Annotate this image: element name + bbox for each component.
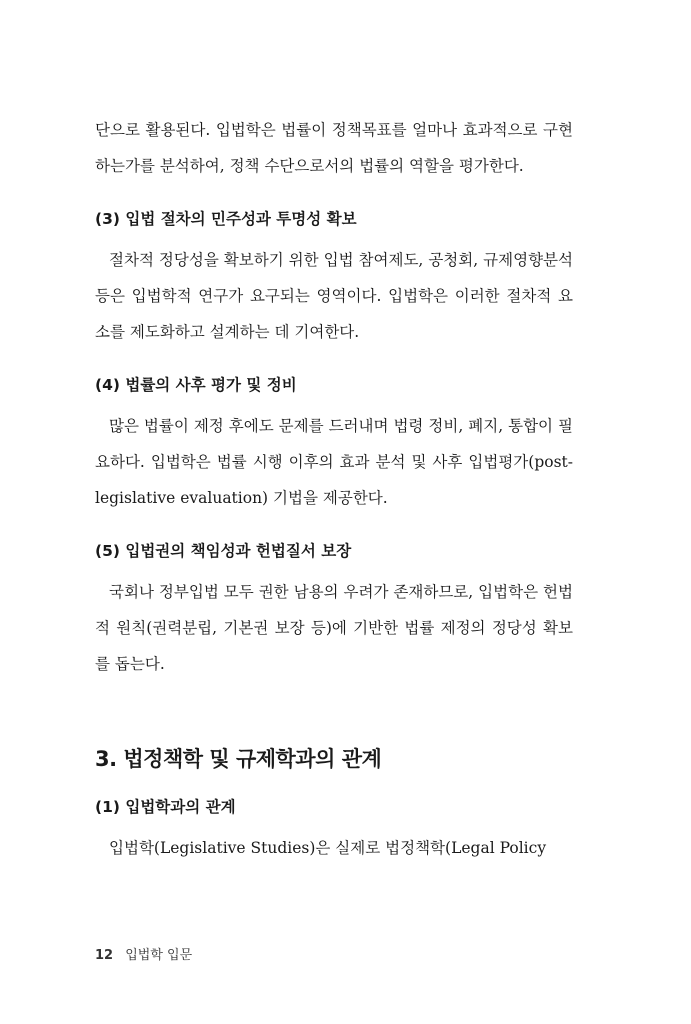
chapter-section-title: 3. 법정책학 및 규제학과의 관계: [95, 747, 382, 771]
page-footer: [95, 944, 192, 963]
paragraph-post-evaluation: 많은 법률이 제정 후에도 문제를 드러내며 법령 정비, 폐지, 통합이 필요하다. 입법학은 법률 시행 이후의 효과 분석 및 사후 입법평가(post-legislative evaluation) 기법을 제공한다.: [95, 417, 573, 507]
paragraph-intro: 단으로 활용된다. 입법학은 법률이 정책목표를 얼마나 효과적으로 구현하는가를 분석하여, 정책 수단으로서의 법률의 역할을 평가한다.: [95, 121, 573, 175]
section-heading-1: (1) 입법학과의 관계: [95, 798, 236, 816]
section-heading-4: (4) 법률의 사후 평가 및 정비: [95, 376, 297, 394]
paragraph-procedural-legitimacy: 절차적 정당성을 확보하기 위한 입법 참여제도, 공청회, 규제영향분석 등은 입법학적 연구가 요구되는 영역이다. 입법학은 이러한 절차적 요소를 제도화하고 설계하는 데 기여한다.: [95, 251, 573, 341]
paragraph-constitutional-order: 국회나 정부입법 모두 권한 남용의 우려가 존재하므로, 입법학은 헌법적 원칙(권력분립, 기본권 보장 등)에 기반한 법률 제정의 정당성 확보를 돕는다.: [95, 583, 573, 673]
page-content: [95, 112, 573, 866]
page-number: 12: [95, 948, 114, 963]
section-heading-3: (3) 입법 절차의 민주성과 투명성 확보: [95, 210, 357, 228]
section-heading-5: (5) 입법권의 책임성과 헌법질서 보장: [95, 542, 352, 560]
paragraph-legislative-studies: 입법학(Legislative Studies)은 실제로 법정책학(Legal Policy: [109, 839, 547, 857]
running-title: 입법학 입문: [125, 948, 193, 963]
